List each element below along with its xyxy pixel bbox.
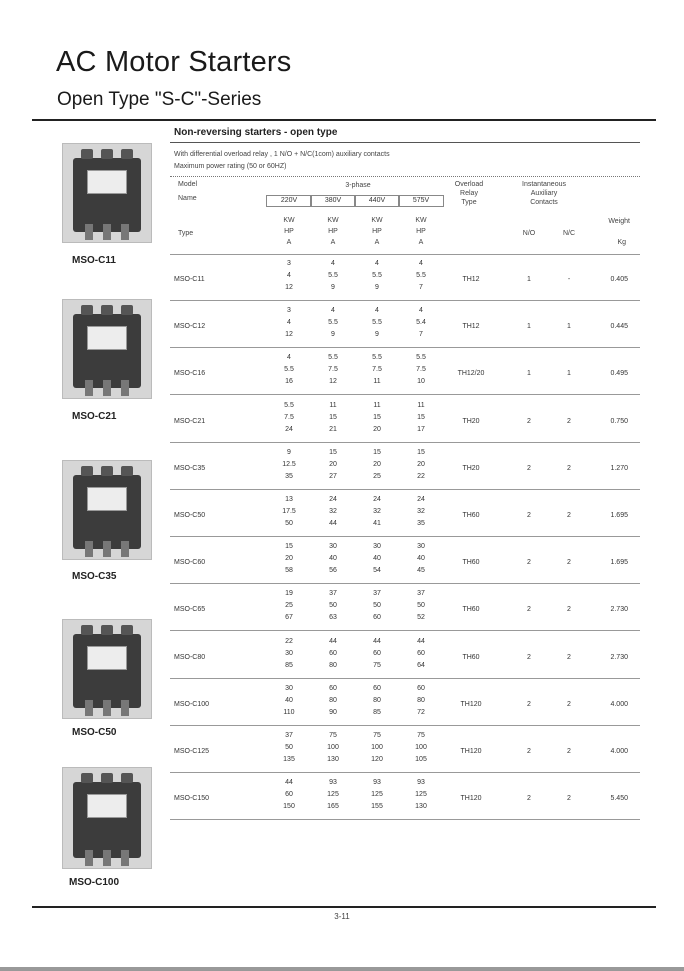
row-kw: 93 bbox=[417, 779, 425, 786]
product-photo-c21 bbox=[62, 299, 152, 399]
row-amps: 16 bbox=[285, 378, 293, 385]
row-amps: 7 bbox=[419, 331, 423, 338]
row-no: 2 bbox=[527, 559, 531, 566]
row-kw: 30 bbox=[329, 543, 337, 550]
row-kw: 30 bbox=[417, 543, 425, 550]
section-title: Non-reversing starters - open type bbox=[174, 127, 338, 138]
row-divider bbox=[170, 489, 640, 490]
row-kw: 60 bbox=[417, 685, 425, 692]
row-amps: 10 bbox=[417, 378, 425, 385]
row-hp: 20 bbox=[417, 461, 425, 468]
row-divider bbox=[170, 819, 640, 820]
row-amps: 35 bbox=[285, 473, 293, 480]
row-hp: 40 bbox=[285, 697, 293, 704]
row-amps: 9 bbox=[331, 284, 335, 291]
row-divider bbox=[170, 347, 640, 348]
row-hp: 12.5 bbox=[282, 461, 296, 468]
row-hp: 40 bbox=[329, 555, 337, 562]
header-voltage-575: 575V bbox=[398, 195, 444, 207]
row-weight: 0.445 bbox=[610, 323, 628, 330]
row-weight: 4.000 bbox=[610, 701, 628, 708]
row-kw: 15 bbox=[285, 543, 293, 550]
row-amps: 41 bbox=[373, 520, 381, 527]
row-kw: 15 bbox=[329, 449, 337, 456]
row-amps: 130 bbox=[327, 756, 339, 763]
row-type: MSO-C150 bbox=[174, 795, 210, 802]
row-hp: 100 bbox=[371, 744, 383, 751]
row-hp: 125 bbox=[327, 791, 339, 798]
row-hp: 80 bbox=[417, 697, 425, 704]
row-amps: 75 bbox=[373, 662, 381, 669]
row-nc: 2 bbox=[567, 512, 571, 519]
product-photo-c11 bbox=[62, 143, 152, 243]
row-kw: 5.5 bbox=[416, 354, 426, 361]
row-hp: 5.5 bbox=[372, 319, 382, 326]
row-amps: 35 bbox=[417, 520, 425, 527]
row-kw: 37 bbox=[285, 732, 293, 739]
header-auxiliary: Auxiliary bbox=[530, 190, 558, 197]
photo-caption-c100: MSO-C100 bbox=[69, 877, 120, 888]
row-type: MSO-C35 bbox=[174, 465, 206, 472]
row-hp: 20 bbox=[373, 461, 381, 468]
row-weight: 0.405 bbox=[610, 276, 628, 283]
row-hp: 20 bbox=[329, 461, 337, 468]
row-type: MSO-C125 bbox=[174, 748, 210, 755]
row-hp: 125 bbox=[371, 791, 383, 798]
row-amps: 135 bbox=[283, 756, 295, 763]
row-hp: 5.5 bbox=[328, 319, 338, 326]
row-weight: 1.695 bbox=[610, 559, 628, 566]
row-nc: 2 bbox=[567, 701, 571, 708]
row-kw: 60 bbox=[373, 685, 381, 692]
row-kw: 37 bbox=[329, 590, 337, 597]
photo-caption-c21: MSO-C21 bbox=[72, 411, 117, 422]
row-divider bbox=[170, 725, 640, 726]
row-divider bbox=[170, 630, 640, 631]
row-relay: TH20 bbox=[462, 465, 480, 472]
row-kw: 5.5 bbox=[284, 402, 294, 409]
row-divider bbox=[170, 300, 640, 301]
row-amps: 165 bbox=[327, 803, 339, 810]
row-kw: 4 bbox=[419, 260, 423, 267]
row-divider bbox=[170, 772, 640, 773]
row-amps: 105 bbox=[415, 756, 427, 763]
row-divider bbox=[170, 442, 640, 443]
header-overload: Overload bbox=[454, 181, 484, 188]
header-name: Name bbox=[178, 195, 197, 202]
row-amps: 17 bbox=[417, 426, 425, 433]
row-kw: 75 bbox=[329, 732, 337, 739]
row-nc: 2 bbox=[567, 559, 571, 566]
row-divider bbox=[170, 536, 640, 537]
header-3-phase: 3-phase bbox=[345, 182, 371, 189]
header-relay-type: Type bbox=[461, 199, 477, 206]
row-amps: 7 bbox=[419, 284, 423, 291]
row-amps: 11 bbox=[373, 378, 381, 385]
row-relay: TH120 bbox=[460, 701, 482, 708]
row-hp: 5.4 bbox=[416, 319, 426, 326]
row-hp: 32 bbox=[417, 508, 425, 515]
row-no: 2 bbox=[527, 418, 531, 425]
row-type: MSO-C16 bbox=[174, 370, 206, 377]
row-nc: 2 bbox=[567, 418, 571, 425]
row-kw: 37 bbox=[417, 590, 425, 597]
row-hp: 7.5 bbox=[284, 414, 294, 421]
row-hp: 4 bbox=[287, 272, 291, 279]
row-nc: 2 bbox=[567, 795, 571, 802]
header-units-440: KW HP A bbox=[371, 217, 383, 246]
row-kw: 19 bbox=[285, 590, 293, 597]
row-kw: 44 bbox=[373, 638, 381, 645]
row-relay: TH12 bbox=[462, 323, 480, 330]
row-hp: 60 bbox=[417, 650, 425, 657]
row-nc: 2 bbox=[567, 606, 571, 613]
description-line-1: With differential overload relay , 1 N/O + N/C(1com) auxiliary contacts bbox=[174, 151, 390, 158]
bottom-rule bbox=[32, 906, 656, 908]
row-relay: TH60 bbox=[462, 654, 480, 661]
header-relay: Relay bbox=[460, 190, 478, 197]
row-amps: 120 bbox=[371, 756, 383, 763]
row-amps: 64 bbox=[417, 662, 425, 669]
row-hp: 15 bbox=[329, 414, 337, 421]
row-kw: 15 bbox=[373, 449, 381, 456]
row-hp: 5.5 bbox=[328, 272, 338, 279]
row-no: 2 bbox=[527, 654, 531, 661]
row-hp: 15 bbox=[417, 414, 425, 421]
row-kw: 4 bbox=[419, 307, 423, 314]
row-relay: TH60 bbox=[462, 606, 480, 613]
row-kw: 75 bbox=[417, 732, 425, 739]
row-relay: TH60 bbox=[462, 559, 480, 566]
row-kw: 11 bbox=[329, 402, 337, 409]
row-no: 2 bbox=[527, 795, 531, 802]
row-amps: 20 bbox=[373, 426, 381, 433]
row-amps: 56 bbox=[329, 567, 337, 574]
row-hp: 60 bbox=[373, 650, 381, 657]
row-weight: 1.695 bbox=[610, 512, 628, 519]
row-type: MSO-C60 bbox=[174, 559, 206, 566]
header-voltage-440: 440V bbox=[354, 195, 400, 207]
row-kw: 11 bbox=[373, 402, 381, 409]
row-kw: 93 bbox=[373, 779, 381, 786]
row-hp: 5.5 bbox=[416, 272, 426, 279]
row-kw: 24 bbox=[417, 496, 425, 503]
row-kw: 15 bbox=[417, 449, 425, 456]
row-kw: 4 bbox=[331, 307, 335, 314]
row-hp: 60 bbox=[285, 791, 293, 798]
photo-caption-c35: MSO-C35 bbox=[72, 571, 117, 582]
header-no: N/O bbox=[522, 230, 536, 237]
row-kw: 44 bbox=[285, 779, 293, 786]
row-type: MSO-C12 bbox=[174, 323, 206, 330]
row-type: MSO-C80 bbox=[174, 654, 206, 661]
row-amps: 12 bbox=[329, 378, 337, 385]
page-number: 3-11 bbox=[334, 912, 350, 921]
row-kw: 5.5 bbox=[328, 354, 338, 361]
row-hp: 32 bbox=[329, 508, 337, 515]
row-no: 2 bbox=[527, 748, 531, 755]
row-kw: 24 bbox=[373, 496, 381, 503]
row-amps: 9 bbox=[331, 331, 335, 338]
row-no: 2 bbox=[527, 465, 531, 472]
row-kw: 44 bbox=[329, 638, 337, 645]
description-line-2: Maximum power rating (50 or 60HZ) bbox=[174, 163, 287, 170]
row-hp: 7.5 bbox=[416, 366, 426, 373]
dotted-divider bbox=[170, 176, 640, 177]
section-rule bbox=[170, 142, 640, 143]
row-hp: 5.5 bbox=[372, 272, 382, 279]
row-no: 2 bbox=[527, 606, 531, 613]
row-relay: TH12 bbox=[462, 276, 480, 283]
row-kw: 22 bbox=[285, 638, 293, 645]
row-nc: 2 bbox=[567, 465, 571, 472]
page-subtitle: Open Type "S-C"-Series bbox=[57, 89, 262, 110]
row-kw: 13 bbox=[285, 496, 293, 503]
header-voltage-220: 220V bbox=[266, 195, 312, 207]
row-hp: 7.5 bbox=[372, 366, 382, 373]
row-weight: 0.495 bbox=[610, 370, 628, 377]
row-hp: 4 bbox=[287, 319, 291, 326]
row-hp: 50 bbox=[373, 602, 381, 609]
row-weight: 2.730 bbox=[610, 606, 628, 613]
row-type: MSO-C11 bbox=[174, 276, 205, 283]
row-hp: 80 bbox=[373, 697, 381, 704]
photo-caption-c50: MSO-C50 bbox=[72, 727, 117, 738]
row-no: 1 bbox=[527, 370, 531, 377]
product-photo-c35 bbox=[62, 460, 152, 560]
row-amps: 54 bbox=[373, 567, 381, 574]
row-amps: 60 bbox=[373, 614, 381, 621]
header-type: Type bbox=[178, 230, 194, 237]
row-hp: 80 bbox=[329, 697, 337, 704]
row-nc: 2 bbox=[567, 748, 571, 755]
row-hp: 50 bbox=[417, 602, 425, 609]
row-weight: 0.750 bbox=[610, 418, 628, 425]
row-relay: TH20 bbox=[462, 418, 480, 425]
row-amps: 25 bbox=[373, 473, 381, 480]
row-hp: 40 bbox=[373, 555, 381, 562]
row-kw: 4 bbox=[287, 354, 291, 361]
row-amps: 110 bbox=[283, 709, 295, 716]
page-title: AC Motor Starters bbox=[56, 46, 292, 78]
row-amps: 67 bbox=[285, 614, 293, 621]
row-amps: 58 bbox=[285, 567, 293, 574]
row-amps: 85 bbox=[285, 662, 293, 669]
header-units-575: KW HP A bbox=[415, 217, 427, 246]
photo-caption-c11: MSO-C11 bbox=[72, 255, 116, 266]
row-weight: 5.450 bbox=[610, 795, 628, 802]
row-amps: 130 bbox=[415, 803, 427, 810]
product-photo-c100 bbox=[62, 767, 152, 869]
row-kw: 75 bbox=[373, 732, 381, 739]
row-hp: 125 bbox=[415, 791, 427, 798]
row-amps: 12 bbox=[285, 284, 293, 291]
row-amps: 85 bbox=[373, 709, 381, 716]
row-kw: 11 bbox=[417, 402, 425, 409]
row-divider bbox=[170, 678, 640, 679]
row-nc: - bbox=[567, 276, 571, 283]
row-relay: TH120 bbox=[460, 748, 482, 755]
row-amps: 9 bbox=[375, 284, 379, 291]
header-units-380: KW HP A bbox=[327, 217, 339, 246]
row-kw: 60 bbox=[329, 685, 337, 692]
row-amps: 12 bbox=[285, 331, 293, 338]
row-amps: 45 bbox=[417, 567, 425, 574]
row-kw: 4 bbox=[331, 260, 335, 267]
row-relay: TH12/20 bbox=[457, 370, 485, 377]
row-amps: 90 bbox=[329, 709, 337, 716]
row-kw: 3 bbox=[287, 260, 291, 267]
row-amps: 63 bbox=[329, 614, 337, 621]
row-amps: 24 bbox=[285, 426, 293, 433]
row-hp: 100 bbox=[327, 744, 339, 751]
row-hp: 5.5 bbox=[284, 366, 294, 373]
header-rule bbox=[170, 254, 640, 255]
row-amps: 9 bbox=[375, 331, 379, 338]
row-amps: 72 bbox=[417, 709, 425, 716]
top-rule bbox=[32, 119, 656, 121]
row-no: 1 bbox=[527, 323, 531, 330]
row-amps: 155 bbox=[371, 803, 383, 810]
row-kw: 44 bbox=[417, 638, 425, 645]
row-kw: 9 bbox=[287, 449, 291, 456]
row-relay: TH120 bbox=[460, 795, 482, 802]
row-hp: 50 bbox=[285, 744, 293, 751]
row-hp: 7.5 bbox=[328, 366, 338, 373]
row-amps: 22 bbox=[417, 473, 425, 480]
row-kw: 30 bbox=[373, 543, 381, 550]
row-kw: 3 bbox=[287, 307, 291, 314]
row-no: 2 bbox=[527, 512, 531, 519]
row-no: 1 bbox=[527, 276, 531, 283]
row-amps: 50 bbox=[285, 520, 293, 527]
row-kw: 4 bbox=[375, 307, 379, 314]
row-hp: 100 bbox=[415, 744, 427, 751]
row-hp: 40 bbox=[417, 555, 425, 562]
row-hp: 17.5 bbox=[282, 508, 296, 515]
row-weight: 2.730 bbox=[610, 654, 628, 661]
row-no: 2 bbox=[527, 701, 531, 708]
row-amps: 21 bbox=[329, 426, 337, 433]
row-kw: 24 bbox=[329, 496, 337, 503]
header-contacts: Contacts bbox=[530, 199, 558, 206]
row-relay: TH60 bbox=[462, 512, 480, 519]
row-divider bbox=[170, 583, 640, 584]
row-amps: 80 bbox=[329, 662, 337, 669]
row-amps: 27 bbox=[329, 473, 337, 480]
row-hp: 30 bbox=[285, 650, 293, 657]
row-kw: 30 bbox=[285, 685, 293, 692]
row-kw: 93 bbox=[329, 779, 337, 786]
row-type: MSO-C50 bbox=[174, 512, 206, 519]
header-instantaneous: Instantaneous bbox=[522, 181, 566, 188]
header-voltage-380: 380V bbox=[310, 195, 356, 207]
header-units-220: KW HP A bbox=[283, 217, 295, 246]
row-type: MSO-C65 bbox=[174, 606, 206, 613]
header-model: Model bbox=[178, 181, 198, 188]
row-kw: 5.5 bbox=[372, 354, 382, 361]
row-type: MSO-C100 bbox=[174, 701, 210, 708]
header-weight: Weight bbox=[608, 218, 630, 225]
row-nc: 1 bbox=[567, 323, 571, 330]
row-hp: 25 bbox=[285, 602, 293, 609]
row-hp: 60 bbox=[329, 650, 337, 657]
product-photo-c50 bbox=[62, 619, 152, 719]
row-weight: 4.000 bbox=[610, 748, 628, 755]
row-nc: 2 bbox=[567, 654, 571, 661]
row-nc: 1 bbox=[567, 370, 571, 377]
row-amps: 44 bbox=[329, 520, 337, 527]
row-hp: 15 bbox=[373, 414, 381, 421]
row-divider bbox=[170, 394, 640, 395]
row-kw: 37 bbox=[373, 590, 381, 597]
row-amps: 52 bbox=[417, 614, 425, 621]
header-nc: N/C bbox=[562, 230, 576, 237]
row-kw: 4 bbox=[375, 260, 379, 267]
bottom-edge bbox=[0, 967, 684, 971]
header-kg: Kg bbox=[617, 239, 626, 246]
row-type: MSO-C21 bbox=[174, 418, 206, 425]
row-weight: 1.270 bbox=[610, 465, 628, 472]
row-hp: 20 bbox=[285, 555, 293, 562]
row-hp: 32 bbox=[373, 508, 381, 515]
row-amps: 150 bbox=[283, 803, 295, 810]
row-hp: 50 bbox=[329, 602, 337, 609]
